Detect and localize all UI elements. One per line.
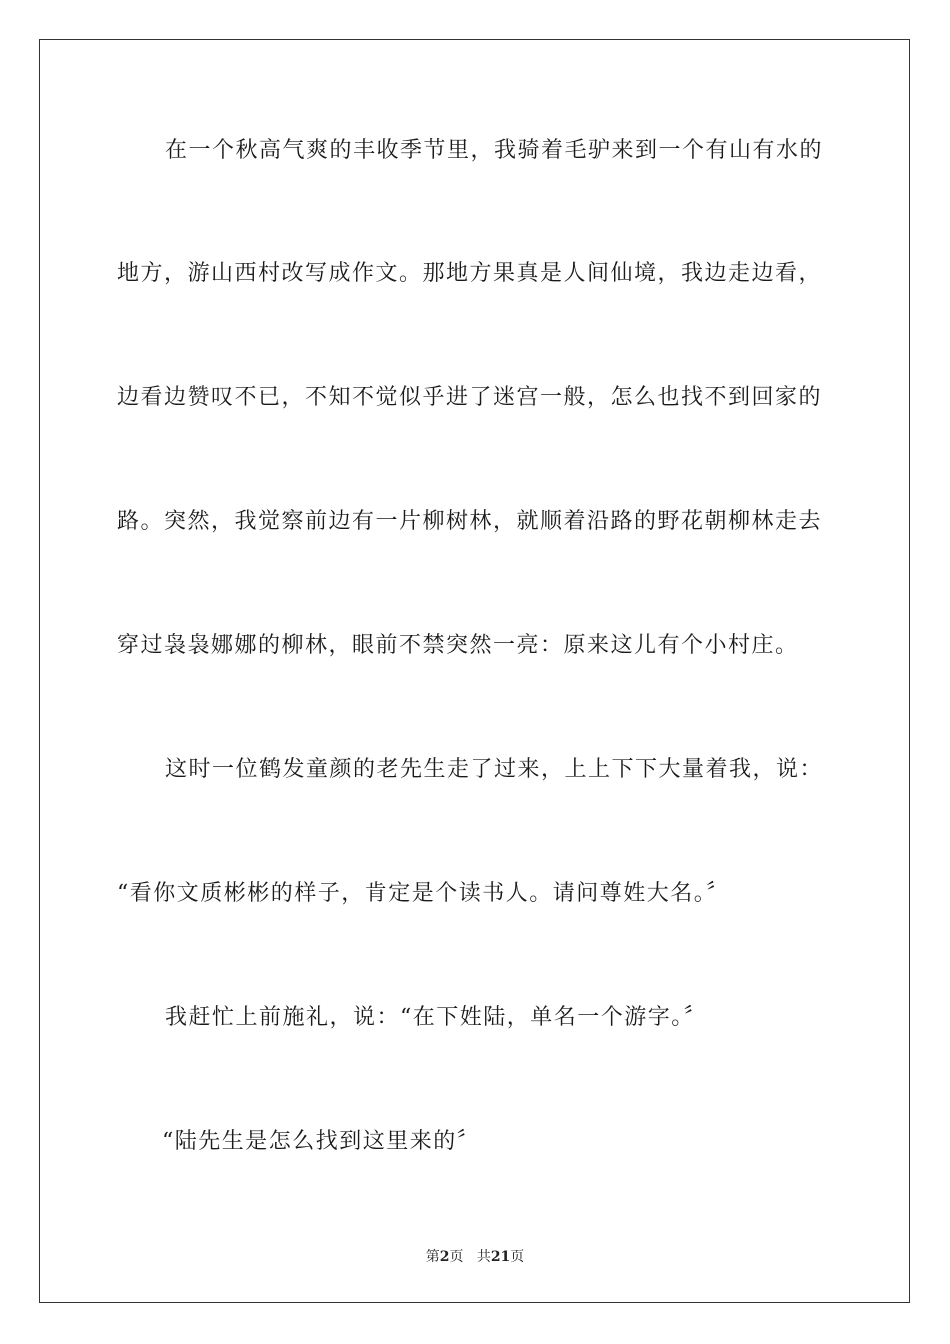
page-border: [39, 39, 910, 1303]
paragraph-line-9: “陆先生是怎么找到这里来的〞: [162, 1129, 481, 1154]
paragraph-line-7: “看你文质彬彬的样子，肯定是个读书人。请问尊姓大名。〞: [117, 881, 730, 906]
paragraph-line-5: 穿过袅袅娜娜的柳林，眼前不禁突然一亮：原来这儿有个小村庄。: [117, 633, 799, 658]
total-suffix: 页: [510, 1249, 525, 1265]
total-pages: 21: [490, 1249, 511, 1265]
paragraph-line-8: 我赶忙上前施礼，说：“在下姓陆，单名一个游字。〞: [165, 1005, 708, 1030]
paragraph-line-1: 在一个秋高气爽的丰收季节里，我骑着毛驴来到一个有山有水的: [165, 138, 824, 163]
paragraph-line-6: 这时一位鹤发童颜的老先生走了过来，上上下下大量着我，说：: [165, 757, 824, 782]
paragraph-line-3: 边看边赞叹不已，不知不觉似乎进了迷宫一般，怎么也找不到回家的: [117, 385, 823, 410]
paragraph-line-4: 路。突然，我觉察前边有一片柳树林，就顺着沿路的野花朝柳林走去: [117, 509, 823, 534]
page-footer: [0, 1246, 950, 1266]
page-number: 2: [439, 1249, 450, 1265]
page-prefix: 第: [425, 1249, 440, 1265]
total-prefix: 共: [476, 1249, 491, 1265]
paragraph-line-2: 地方，游山西村改写成作文。那地方果真是人间仙境，我边走边看，: [117, 261, 823, 286]
page-suffix: 页: [449, 1249, 464, 1265]
